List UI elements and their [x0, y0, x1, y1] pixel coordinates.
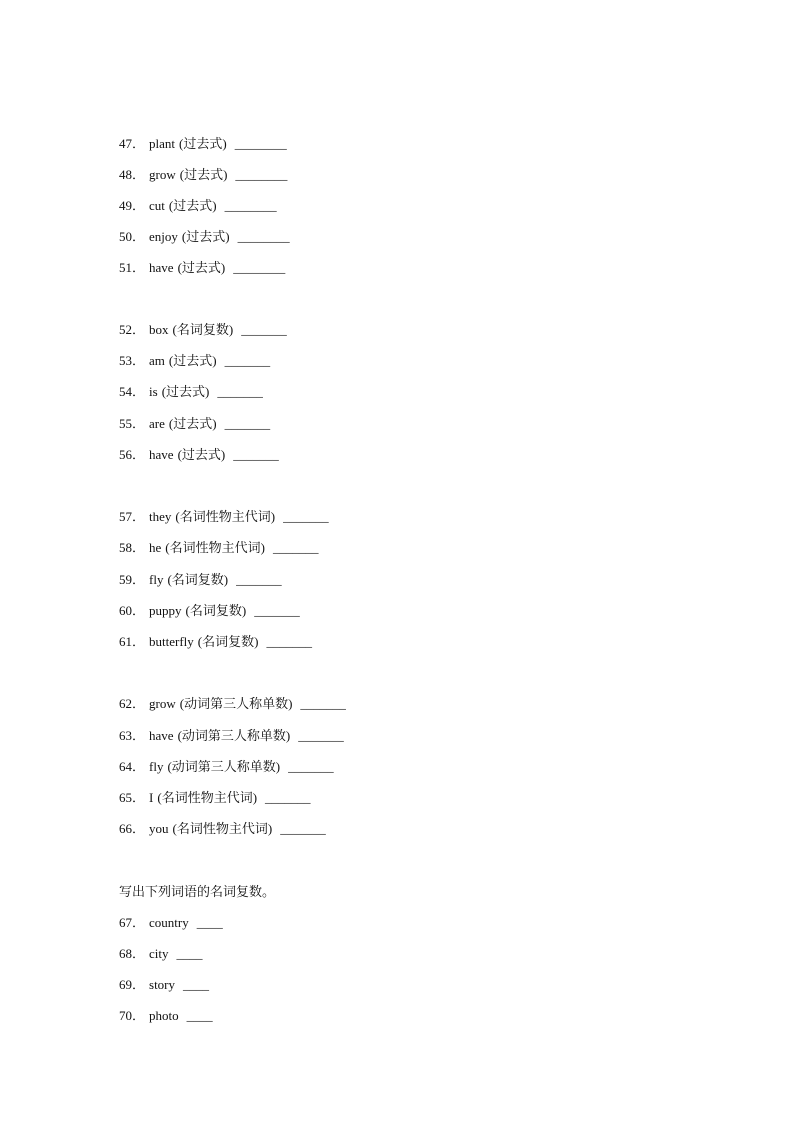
- item-hint: (过去式): [168, 198, 217, 213]
- item-word: city: [149, 946, 169, 961]
- item-number: 66．: [119, 821, 146, 836]
- item-word: photo: [149, 1008, 179, 1023]
- item-hint: (过去式): [177, 260, 226, 275]
- answer-blank[interactable]: ____: [176, 946, 203, 961]
- item-hint: (名词性物主代词): [172, 821, 273, 836]
- answer-blank[interactable]: _______: [224, 353, 271, 368]
- item-hint: (动词第三人称单数): [167, 759, 281, 774]
- answer-blank[interactable]: _______: [272, 540, 319, 555]
- item-number: 65．: [119, 790, 146, 805]
- item-number: 59．: [119, 572, 146, 587]
- exercise-item-62: [119, 696, 346, 712]
- exercise-item-53: [119, 353, 270, 369]
- item-word: plant: [149, 136, 176, 151]
- exercise-item-68: [119, 946, 203, 962]
- item-hint: (名词复数): [167, 572, 229, 587]
- item-word: am: [149, 353, 165, 368]
- exercise-item-54: [119, 384, 263, 400]
- answer-blank[interactable]: ____: [186, 1008, 213, 1023]
- item-hint: (名词复数): [197, 634, 259, 649]
- exercise-item-47: [119, 136, 287, 152]
- item-number: 52．: [119, 322, 146, 337]
- item-number: 70．: [119, 1008, 146, 1023]
- section-instruction: 写出下列词语的名词复数。: [119, 884, 276, 899]
- answer-blank[interactable]: ________: [234, 136, 287, 151]
- item-word: are: [149, 416, 165, 431]
- item-number: 53．: [119, 353, 146, 368]
- answer-blank[interactable]: _______: [236, 572, 282, 587]
- exercise-item-48: [119, 167, 287, 183]
- item-word: fly: [149, 572, 164, 587]
- item-word: story: [149, 977, 176, 992]
- item-word: he: [149, 540, 162, 555]
- exercise-item-60: [119, 603, 300, 619]
- item-number: 50．: [119, 229, 146, 244]
- item-number: 47．: [119, 136, 146, 151]
- item-word: I: [149, 790, 154, 805]
- answer-blank[interactable]: ____: [196, 915, 223, 930]
- item-hint: (名词复数): [185, 603, 247, 618]
- exercise-item-59: [119, 572, 282, 588]
- item-number: 69．: [119, 977, 146, 992]
- exercise-item-56: [119, 447, 279, 463]
- item-word: country: [149, 915, 189, 930]
- item-number: 57．: [119, 509, 146, 524]
- item-number: 67．: [119, 915, 146, 930]
- item-hint: (名词复数): [172, 322, 234, 337]
- answer-blank[interactable]: ________: [235, 167, 288, 182]
- item-number: 56．: [119, 447, 146, 462]
- item-word: have: [149, 447, 174, 462]
- answer-blank[interactable]: _______: [265, 790, 311, 805]
- item-hint: (动词第三人称单数): [177, 728, 291, 743]
- answer-blank[interactable]: _______: [283, 509, 329, 524]
- answer-blank[interactable]: _______: [266, 634, 312, 649]
- item-hint: (过去式): [177, 447, 226, 462]
- item-hint: (过去式): [168, 416, 217, 431]
- item-number: 61．: [119, 634, 146, 649]
- item-word: cut: [149, 198, 165, 213]
- item-number: 48．: [119, 167, 146, 182]
- exercise-item-63: [119, 728, 344, 744]
- item-number: 58．: [119, 540, 146, 555]
- exercise-item-55: [119, 416, 270, 432]
- exercise-item-70: [119, 1008, 213, 1024]
- item-hint: (名词性物主代词): [175, 509, 276, 524]
- item-hint: (过去式): [179, 136, 227, 151]
- item-word: is: [149, 384, 158, 399]
- item-word: they: [149, 509, 172, 524]
- answer-blank[interactable]: ________: [224, 198, 277, 213]
- item-hint: (动词第三人称单数): [179, 696, 293, 711]
- answer-blank[interactable]: _______: [241, 322, 287, 337]
- item-word: enjoy: [149, 229, 178, 244]
- item-word: grow: [149, 696, 176, 711]
- item-word: have: [149, 260, 174, 275]
- item-number: 60．: [119, 603, 146, 618]
- exercise-item-65: [119, 790, 311, 806]
- item-word: fly: [149, 759, 164, 774]
- item-number: 68．: [119, 946, 146, 961]
- answer-blank[interactable]: ________: [233, 260, 286, 275]
- answer-blank[interactable]: _______: [254, 603, 300, 618]
- item-hint: (名词性物主代词): [157, 790, 258, 805]
- exercise-item-49: [119, 198, 277, 214]
- exercise-item-69: [119, 977, 209, 993]
- item-word: have: [149, 728, 174, 743]
- answer-blank[interactable]: _______: [288, 759, 334, 774]
- item-word: butterfly: [149, 634, 194, 649]
- answer-blank[interactable]: _______: [233, 447, 279, 462]
- item-number: 54．: [119, 384, 146, 399]
- item-hint: (过去式): [161, 384, 210, 399]
- item-number: 49．: [119, 198, 146, 213]
- item-hint: (过去式): [168, 353, 217, 368]
- item-hint: (过去式): [181, 229, 230, 244]
- item-number: 55．: [119, 416, 146, 431]
- exercise-item-64: [119, 759, 334, 775]
- exercise-item-61: [119, 634, 312, 650]
- exercise-item-52: [119, 322, 287, 338]
- item-word: puppy: [149, 603, 182, 618]
- answer-blank[interactable]: _______: [217, 384, 263, 399]
- answer-blank[interactable]: ________: [237, 229, 290, 244]
- item-number: 64．: [119, 759, 146, 774]
- answer-blank[interactable]: _______: [298, 728, 344, 743]
- answer-blank[interactable]: _______: [280, 821, 326, 836]
- item-word: grow: [149, 167, 176, 182]
- exercise-item-51: [119, 260, 285, 276]
- item-word: you: [149, 821, 169, 836]
- item-number: 51．: [119, 260, 146, 275]
- exercise-item-67: [119, 915, 223, 931]
- item-word: box: [149, 322, 169, 337]
- item-hint: (过去式): [179, 167, 228, 182]
- answer-blank[interactable]: _______: [300, 696, 346, 711]
- answer-blank[interactable]: _______: [224, 416, 271, 431]
- exercise-item-58: [119, 540, 318, 556]
- item-number: 63．: [119, 728, 146, 743]
- answer-blank[interactable]: ____: [183, 977, 210, 992]
- item-hint: (名词性物主代词): [165, 540, 265, 555]
- exercise-item-57: [119, 509, 329, 525]
- exercise-item-66: [119, 821, 326, 837]
- exercise-item-50: [119, 229, 290, 245]
- item-number: 62．: [119, 696, 146, 711]
